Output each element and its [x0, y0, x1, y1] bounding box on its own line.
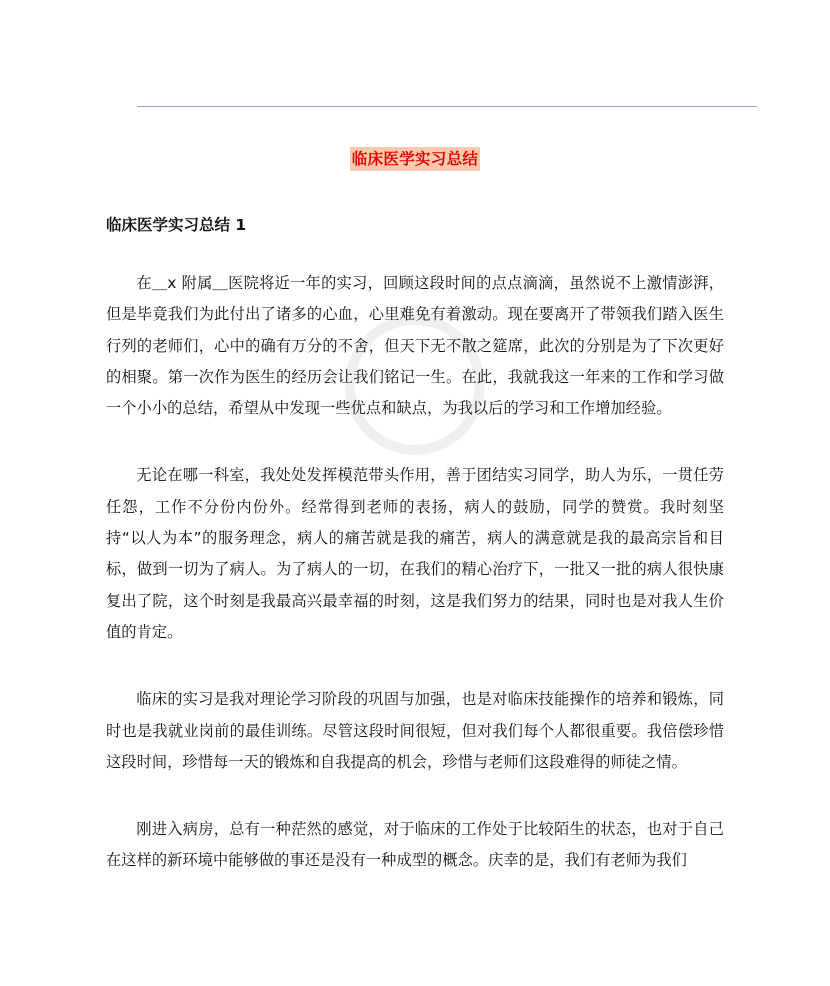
header-divider [137, 106, 757, 107]
paragraph-2: 无论在哪一科室，我处处发挥模范带头作用，善于团结实习同学，助人为乐，一贯任劳任怨，工作不分份内份外。经常得到老师的表扬，病人的鼓励，同学的赞赏。我时刻坚持“以人为本”的服务理念，病人的痛苦就是我的痛苦，病人的满意就是我的最高宗旨和目标，做到一切为了病人。为了病人的一切，在我们的精心治疗下，一批又一批的病人很快康复出了院，这个时刻是我最高兴最幸福的时刻，这是我们努力的结果，同时也是对我人生价值的肯定。 [106, 466, 724, 641]
title-container [0, 147, 830, 171]
paragraph-3: 临床的实习是我对理论学习阶段的巩固与加强，也是对临床技能操作的培养和锻炼，同时也是我就业岗前的最佳训练。尽管这段时间很短，但对我们每个人都很重要。我倍偿珍惜这段时间，珍惜每一天的锻炼和自我提高的机会，珍惜与老师们这段难得的师徒之情。 [106, 690, 724, 771]
paragraph-1: 在＿x 附属＿医院将近一年的实习，回顾这段时间的点点滴滴，虽然说不上激情澎湃，但是毕竟我们为此付出了诸多的心血，心里难免有着激动。现在要离开了带领我们踏入医生行列的老师们，心中的确有万分的不舍，但天下无不散之筵席，此次的分别是为了下次更好的相聚。第一次作为医生的经历会让我们铭记一生。在此，我就我这一年来的工作和学习做一个小小的总结，希望从中发现一些优点和缺点，为我以后的学习和工作增加经验。 [106, 274, 724, 418]
document-title: 临床医学实习总结 [350, 147, 480, 171]
document-body [106, 268, 724, 913]
section-heading: 临床医学实习总结 1 [106, 216, 247, 234]
paragraph-4: 刚进入病房，总有一种茫然的感觉，对于临床的工作处于比较陌生的状态，也对于自己在这样的新环境中能够做的事还是没有一种成型的概念。庆幸的是，我们有老师为我们 [106, 820, 724, 870]
